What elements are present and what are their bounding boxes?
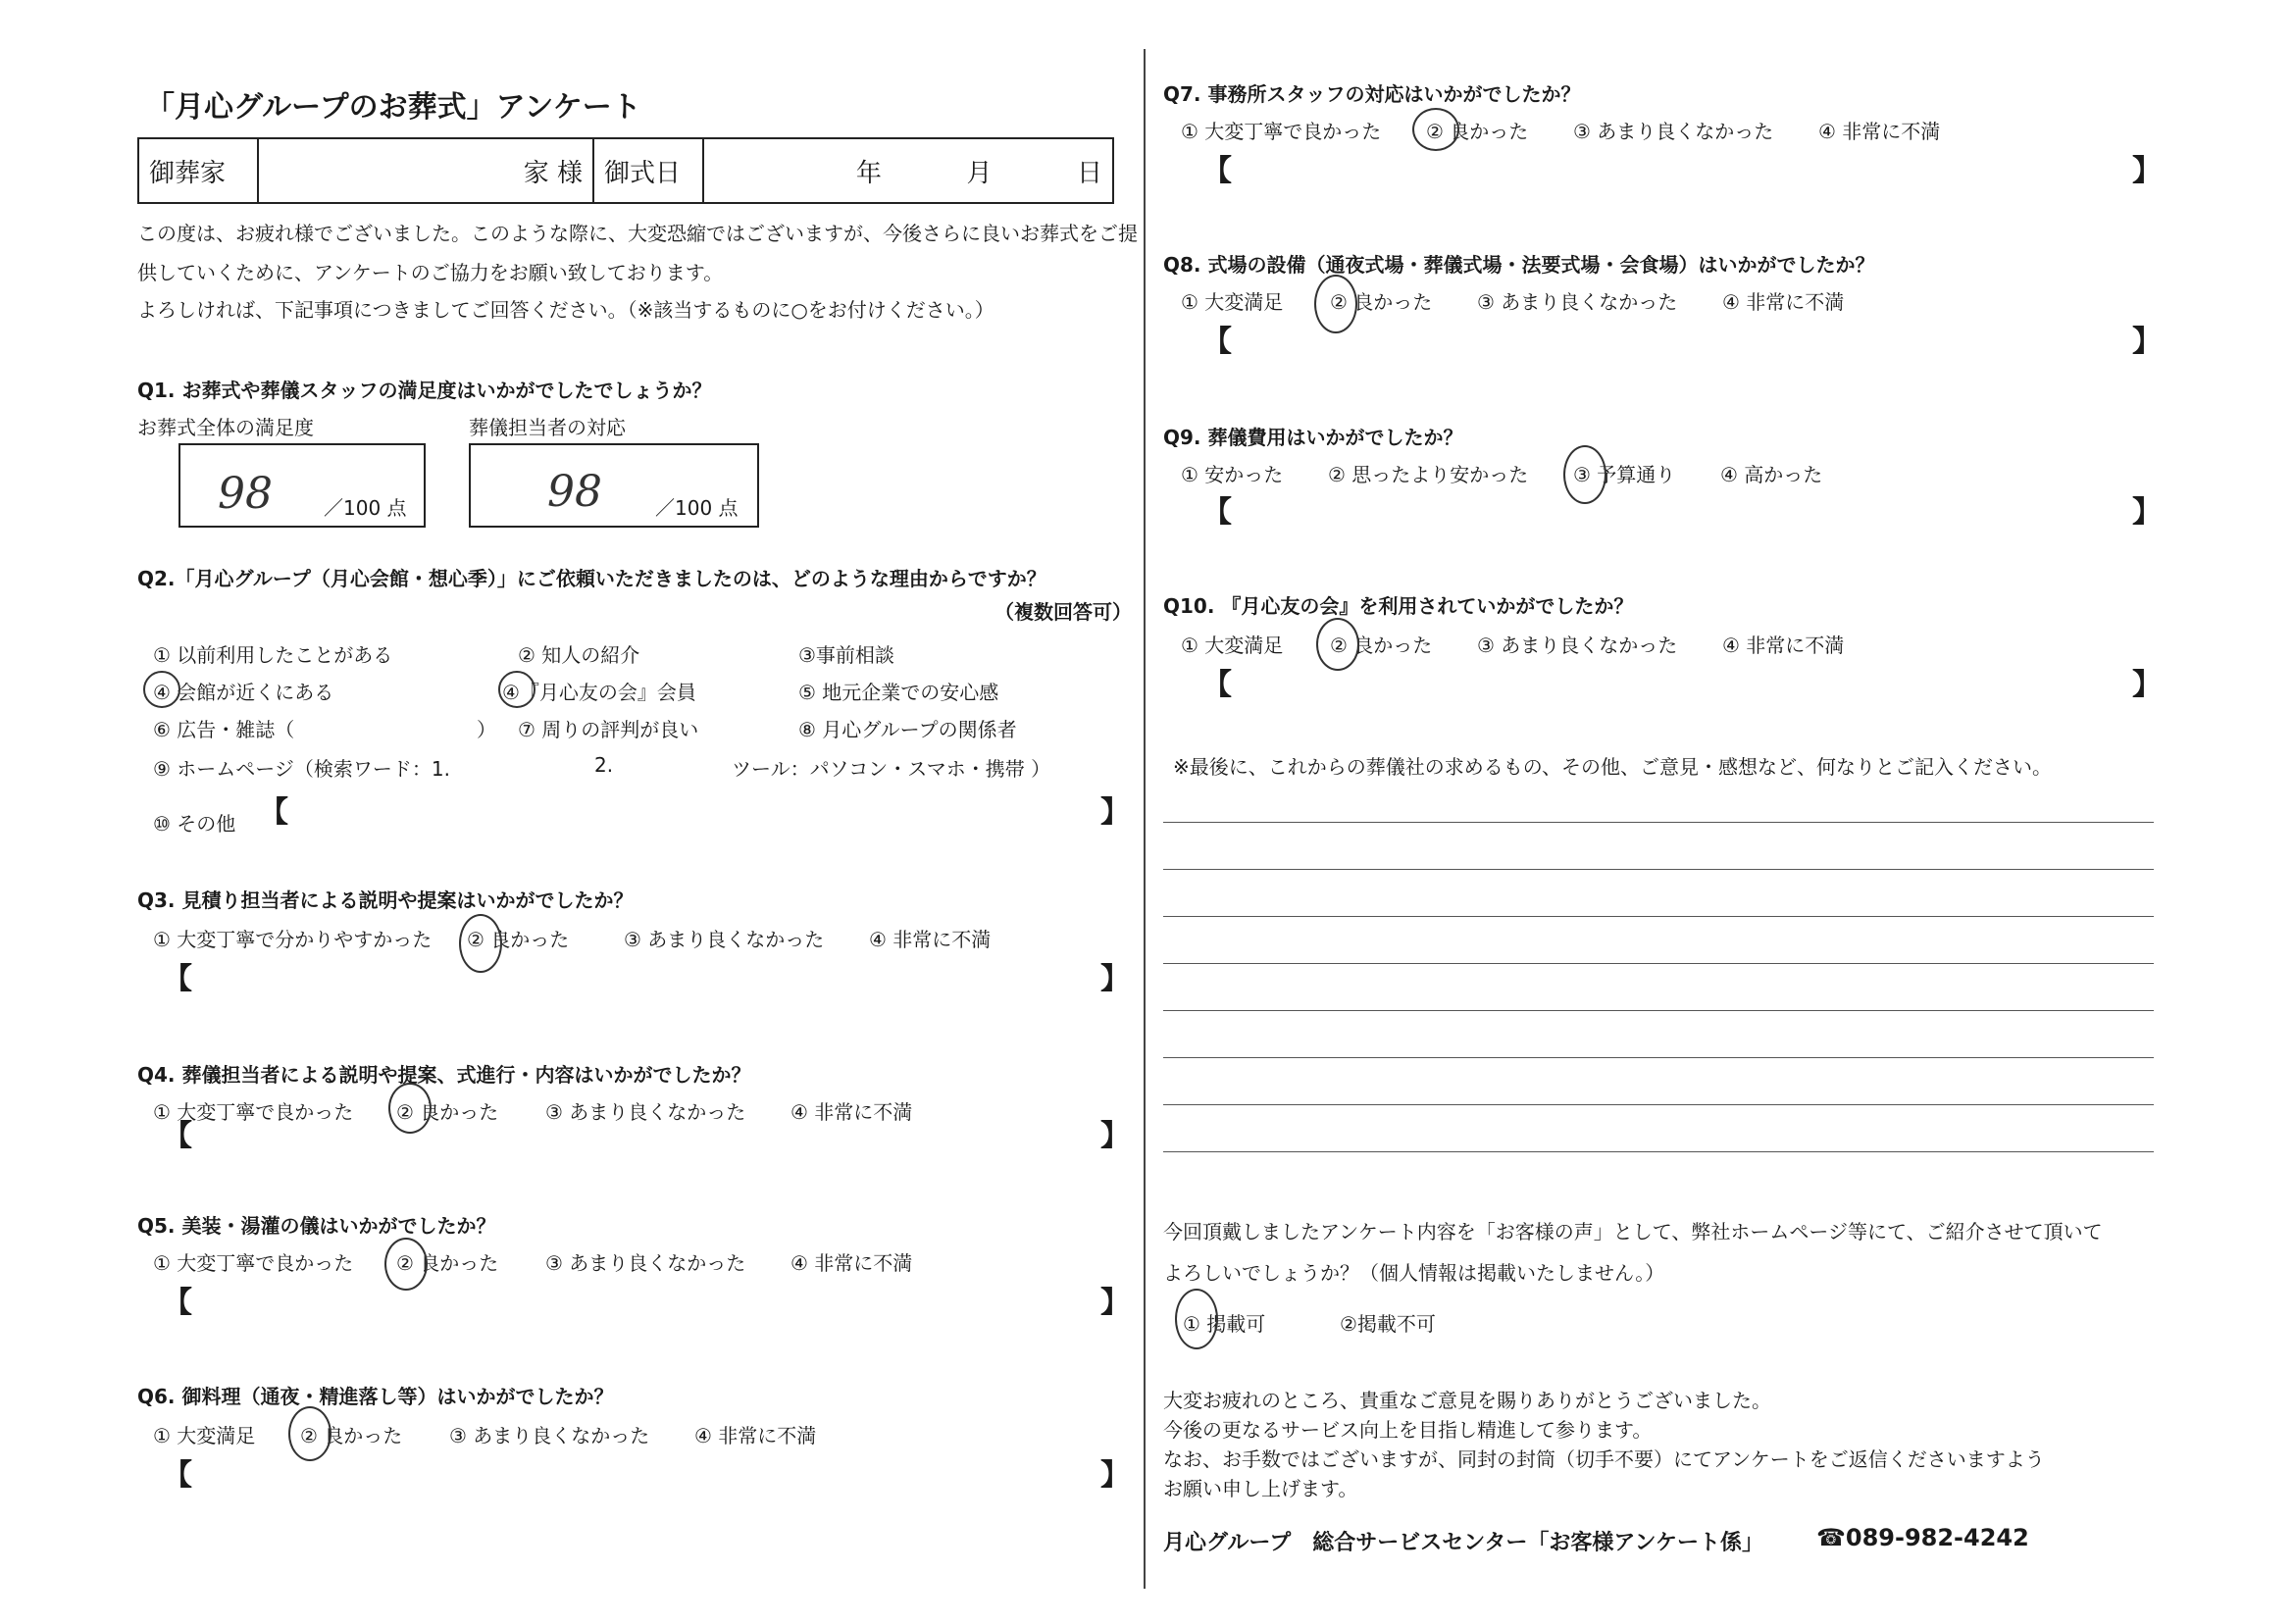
q7-title: Q7. 事務所スタッフの対応はいかがでしたか？: [1163, 82, 1581, 106]
q10-bracket-close: 】: [2132, 668, 2162, 702]
q2-other-bracket-open: 【: [259, 795, 288, 830]
closing-line-2: 今後の更なるサービス向上を目指し精進して参ります。: [1163, 1418, 1653, 1442]
q4-option-1[interactable]: ① 大変丁寧で良かった: [153, 1100, 354, 1124]
footer-phone: ☎089-982-4242: [1816, 1524, 2029, 1551]
q2-title: Q2.「月心グループ（月心会館・想心季）」にご依頼いただきましたのは、どのような理由からですか？: [137, 567, 1046, 590]
q5-option-1[interactable]: ① 大変丁寧で良かった: [153, 1251, 354, 1275]
q2-option-4[interactable]: ④ 会館が近くにある: [153, 681, 334, 704]
q3-title: Q3. 見積り担当者による説明や提案はいかがでしたか？: [137, 888, 634, 912]
q9-option-2[interactable]: ② 思ったより安かった: [1328, 463, 1529, 486]
q2-note: （複数回答可）: [994, 600, 1132, 624]
publish-line-1: 今回頂戴しましたアンケート内容を「お客様の声」として、弊社ホームページ等にて、ご紹介させて頂いて: [1163, 1220, 2103, 1243]
q4-option-3[interactable]: ③ あまり良くなかった: [545, 1100, 746, 1124]
answer-circle-q3: [459, 914, 502, 973]
closing-line-1: 大変お疲れのところ、貴重なご意見を賜りありがとうございました。: [1163, 1389, 1771, 1412]
comment-line: [1163, 1057, 2154, 1058]
answer-circle-q10: [1316, 618, 1359, 671]
q9-title: Q9. 葬儀費用はいかがでしたか？: [1163, 426, 1463, 449]
comment-line: [1163, 916, 2154, 917]
header-table: [137, 137, 1114, 204]
q4-option-2[interactable]: ② 良かった: [396, 1100, 499, 1124]
q4-bracket-open: 【: [163, 1119, 192, 1153]
q10-title: Q10. 『月心友の会』を利用されていかがでしたか？: [1163, 594, 1634, 618]
q10-option-4[interactable]: ④ 非常に不満: [1722, 634, 1845, 657]
q1-title: Q1. お葬式や葬儀スタッフの満足度はいかがでしたでしょうか？: [137, 379, 712, 402]
q3-option-4[interactable]: ④ 非常に不満: [869, 928, 992, 951]
answer-circle-publish: [1175, 1289, 1218, 1349]
q7-option-1[interactable]: ① 大変丁寧で良かった: [1181, 120, 1382, 143]
q2-option-5[interactable]: ④『月心友の会』会員: [502, 681, 696, 704]
q7-option-3[interactable]: ③ あまり良くなかった: [1573, 120, 1774, 143]
q9-bracket-close: 】: [2132, 495, 2162, 530]
answer-circle-q2-4: [143, 671, 180, 708]
family-name-field[interactable]: [258, 138, 593, 203]
comment-prompt: ※最後に、これからの葬儀社の求めるもの、その他、ご意見・感想など、何なりとご記入ください。: [1173, 755, 2052, 779]
q2-option-7-close: ）: [477, 718, 496, 741]
comment-line: [1163, 1010, 2154, 1011]
comment-line: [1163, 822, 2154, 823]
q2-other-bracket-close: 】: [1100, 795, 1130, 830]
answer-circle-q2-5: [498, 671, 535, 708]
q1-unit-overall: ／100 点: [324, 496, 407, 520]
q6-bracket-open: 【: [163, 1458, 192, 1493]
q4-title: Q4. 葬儀担当者による説明や提案、式進行・内容はいかがでしたか？: [137, 1063, 751, 1087]
q2-option-7[interactable]: ⑥ 広告・雑誌（: [153, 718, 295, 741]
q1-score-overall: 98: [218, 469, 273, 519]
q7-bracket-open: 【: [1202, 154, 1232, 188]
answer-circle-q7: [1412, 108, 1459, 151]
q8-option-2[interactable]: ② 良かった: [1330, 290, 1433, 314]
q6-option-2[interactable]: ② 良かった: [300, 1424, 403, 1447]
q9-bracket-open: 【: [1202, 495, 1232, 530]
q5-title: Q5. 美装・湯灌の儀はいかがでしたか？: [137, 1214, 496, 1238]
q1-label-staff: 葬儀担当者の対応: [469, 416, 626, 439]
publish-line-2: よろしいでしょうか？（個人情報は掲載いたしません。）: [1163, 1261, 1665, 1285]
q9-option-3[interactable]: ③ 予算通り: [1573, 463, 1676, 486]
survey-title: 「月心グループのお葬式」アンケート: [145, 90, 641, 125]
date-label: 御式日: [593, 138, 703, 203]
year-label: 年: [855, 158, 882, 188]
q4-option-4[interactable]: ④ 非常に不満: [790, 1100, 913, 1124]
q10-option-3[interactable]: ③ あまり良くなかった: [1477, 634, 1678, 657]
q2-option-10-tool: ツール：パソコン・スマホ・携帯 ）: [732, 757, 1051, 781]
closing-line-4: お願い申し上げます。: [1163, 1477, 1358, 1500]
date-field[interactable]: [703, 138, 1113, 203]
q8-title: Q8. 式場の設備（通夜式場・葬儀式場・法要式場・会食場）はいかがでしたか？: [1163, 253, 1875, 277]
q2-option-10[interactable]: ⑨ ホームページ（検索ワード：1.: [153, 757, 450, 781]
family-label: 御葬家: [138, 138, 258, 203]
q2-option-8[interactable]: ⑦ 周りの評判が良い: [518, 718, 699, 741]
q6-bracket-close: 】: [1100, 1458, 1130, 1493]
q5-option-4[interactable]: ④ 非常に不満: [790, 1251, 913, 1275]
column-divider: [1144, 49, 1146, 1589]
q9-option-4[interactable]: ④ 高かった: [1720, 463, 1823, 486]
q5-bracket-close: 】: [1100, 1286, 1130, 1320]
q1-score-staff: 98: [547, 467, 602, 517]
q2-option-11[interactable]: ⑩ その他: [153, 812, 236, 836]
q7-option-4[interactable]: ④ 非常に不満: [1818, 120, 1941, 143]
publish-option-allow[interactable]: ① 掲載可: [1183, 1312, 1266, 1336]
closing-line-3: なお、お手数ではございますが、同封の封筒（切手不要）にてアンケートをご返信くださいますよう: [1163, 1447, 2045, 1471]
q10-option-2[interactable]: ② 良かった: [1330, 634, 1433, 657]
q10-bracket-open: 【: [1202, 668, 1232, 702]
q2-option-3[interactable]: ③事前相談: [798, 643, 894, 667]
comment-line: [1163, 869, 2154, 870]
comment-line: [1163, 1104, 2154, 1105]
intro-line-1: この度は、お疲れ様でございました。このような際に、大変恐縮ではございますが、今後さらに良いお葬式をご提: [137, 222, 1138, 245]
q2-option-6[interactable]: ⑤ 地元企業での安心感: [798, 681, 999, 704]
q6-option-4[interactable]: ④ 非常に不満: [694, 1424, 817, 1447]
answer-circle-q9: [1563, 445, 1606, 504]
q1-label-overall: お葬式全体の満足度: [137, 416, 314, 439]
intro-line-3: よろしければ、下記事項につきましてご回答ください。（※該当するものに○をお付けください。）: [137, 298, 994, 322]
q8-bracket-open: 【: [1202, 325, 1232, 359]
q5-option-2[interactable]: ② 良かった: [396, 1251, 499, 1275]
q8-option-4[interactable]: ④ 非常に不満: [1722, 290, 1845, 314]
q2-option-9[interactable]: ⑧ 月心グループの関係者: [798, 718, 1017, 741]
publish-option-deny[interactable]: ②掲載不可: [1340, 1312, 1436, 1336]
q10-option-1[interactable]: ① 大変満足: [1181, 634, 1284, 657]
comment-line: [1163, 963, 2154, 964]
answer-circle-q5: [384, 1238, 428, 1291]
q6-option-3[interactable]: ③ あまり良くなかった: [449, 1424, 650, 1447]
q5-option-3[interactable]: ③ あまり良くなかった: [545, 1251, 746, 1275]
answer-circle-q8: [1314, 275, 1357, 333]
q3-option-1[interactable]: ① 大変丁寧で分かりやすかった: [153, 928, 433, 951]
answer-circle-q4: [388, 1083, 432, 1134]
q3-bracket-open: 【: [163, 962, 192, 996]
q6-title: Q6. 御料理（通夜・精進落し等）はいかがでしたか？: [137, 1385, 614, 1408]
q1-unit-staff: ／100 点: [655, 496, 739, 520]
q7-option-2[interactable]: ② 良かった: [1426, 120, 1529, 143]
q2-option-10-word2: 2.: [594, 753, 614, 777]
comment-line: [1163, 1151, 2154, 1152]
footer-company: 月心グループ 総合サービスセンター「お客様アンケート係」: [1163, 1531, 1764, 1555]
q6-option-1[interactable]: ① 大変満足: [153, 1424, 256, 1447]
family-suffix: 家 様: [523, 158, 583, 188]
q9-option-1[interactable]: ① 安かった: [1181, 463, 1284, 486]
q7-bracket-close: 】: [2132, 154, 2162, 188]
q8-bracket-close: 】: [2132, 325, 2162, 359]
q3-bracket-close: 】: [1100, 962, 1130, 996]
month-label: 月: [966, 158, 993, 188]
q5-bracket-open: 【: [163, 1286, 192, 1320]
day-label: 日: [1076, 158, 1102, 188]
q8-option-1[interactable]: ① 大変満足: [1181, 290, 1284, 314]
q2-option-2[interactable]: ② 知人の紹介: [518, 643, 640, 667]
answer-circle-q6: [288, 1406, 331, 1461]
q4-bracket-close: 】: [1100, 1119, 1130, 1153]
q8-option-3[interactable]: ③ あまり良くなかった: [1477, 290, 1678, 314]
intro-line-2: 供していくために、アンケートのご協力をお願い致しております。: [137, 261, 724, 284]
q3-option-2[interactable]: ② 良かった: [467, 928, 570, 951]
q3-option-3[interactable]: ③ あまり良くなかった: [624, 928, 825, 951]
q2-option-1[interactable]: ① 以前利用したことがある: [153, 643, 393, 667]
